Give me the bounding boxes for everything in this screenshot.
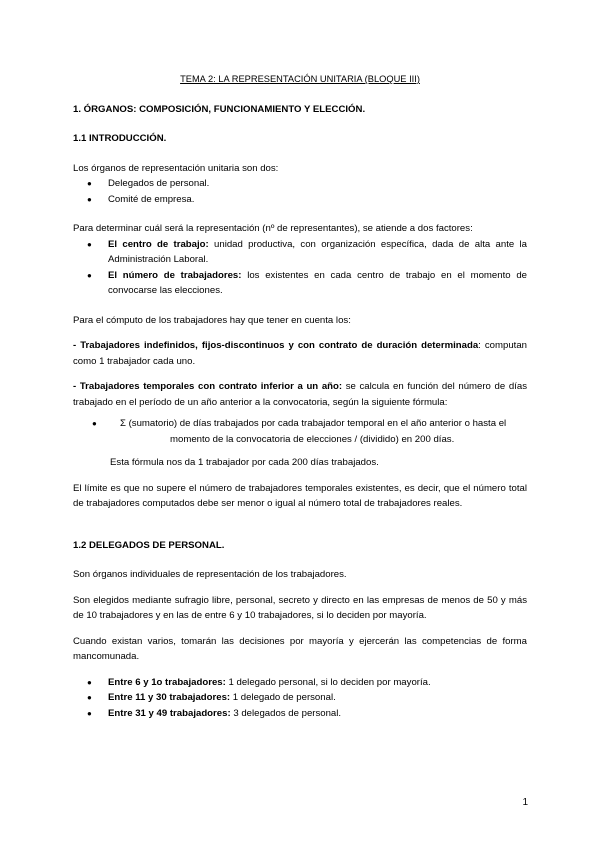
list-item: ● Delegados de personal. xyxy=(73,176,527,192)
list-item: ● Entre 11 y 30 trabajadores: 1 delegado de personal. xyxy=(73,690,527,706)
factors-list xyxy=(73,237,527,299)
list-item: ● Entre 31 y 49 trabajadores: 3 delegados de personal. xyxy=(73,706,527,722)
bullet-icon: ● xyxy=(87,270,92,280)
indefinidos-paragraph: - Trabajadores indefinidos, fijos-discontinuos y con contrato de duración determinada: computan como 1 trabajador cada uno. xyxy=(73,340,527,367)
section-1-2-heading: 1.2 DELEGADOS DE PERSONAL. xyxy=(73,539,225,551)
formula-item xyxy=(73,416,527,447)
factors-intro: Para determinar cuál será la representación (nº de representantes), se atiende a dos factores: xyxy=(73,223,473,234)
section-1-heading: 1. ÓRGANOS: COMPOSICIÓN, FUNCIONAMIENTO Y ELECCIÓN. xyxy=(73,103,366,115)
section-1-1-heading: 1.1 INTRODUCCIÓN. xyxy=(73,133,167,144)
delegados-paragraph-2: Son elegidos mediante sufragio libre, personal, secreto y directo en las empresas de menos de 50 y más de 10 trabajadores y en las de entre 6 y 10 trabajadores, si lo deciden por mayoría. xyxy=(73,594,527,621)
computo-intro: Para el cómputo de los trabajadores hay que tener en cuenta los: xyxy=(73,314,351,326)
list-item: ● Entre 6 y 1o trabajadores: 1 delegado personal, si lo deciden por mayoría. xyxy=(73,675,527,691)
document-title: TEMA 2: LA REPRESENTACIÓN UNITARIA (BLOQUE III) xyxy=(180,74,420,84)
bullet-icon: ● xyxy=(87,693,92,702)
ranges-list xyxy=(73,675,527,722)
bullet-icon: ● xyxy=(92,419,97,428)
limit-paragraph: El límite es que no supere el número de trabajadores temporales existentes, es decir, que el número total de trabajadores computados debe ser menor o igual al número total de trabajadores reales. xyxy=(73,482,527,509)
list-item: ● El centro de trabajo: unidad productiva, con organización específica, dada de alta ante la Administración Laboral. xyxy=(87,238,527,265)
intro-paragraph: Los órganos de representación unitaria son dos: xyxy=(73,162,279,174)
formula-line-2: momento de la convocatoria de elecciones / (dividido) en 200 días. xyxy=(170,433,455,445)
bullet-icon: ● xyxy=(87,708,92,718)
temporales-paragraph: - Trabajadores temporales con contrato inferior a un año: se calcula en función del número de días trabajado en el período de un año anterior a la convocatoria, según la siguiente fórmula: xyxy=(73,381,527,408)
formula-line-1: Σ (sumatorio) de días trabajados por cada trabajador temporal en el año anterior o hasta el xyxy=(120,418,507,429)
page-number: 1 xyxy=(522,797,528,808)
bullet-icon: ● xyxy=(87,239,92,249)
formula-result: Esta fórmula nos da 1 trabajador por cada 200 días trabajados. xyxy=(110,457,379,468)
page-content xyxy=(73,72,527,721)
list-item: ● Comité de empresa. xyxy=(73,192,527,208)
organs-list xyxy=(73,176,527,207)
bullet-icon: ● xyxy=(87,179,92,188)
list-item: ● El número de trabajadores: los existentes en cada centro de trabajo en el momento de convocarse las elecciones. xyxy=(87,269,527,296)
delegados-paragraph-3: Cuando existan varios, tomarán las decisiones por mayoría y ejercerán las competencias de forma mancomunada. xyxy=(73,635,527,662)
bullet-icon: ● xyxy=(87,194,92,204)
bullet-icon: ● xyxy=(87,677,92,687)
delegados-paragraph-1: Son órganos individuales de representación de los trabajadores. xyxy=(73,569,347,580)
